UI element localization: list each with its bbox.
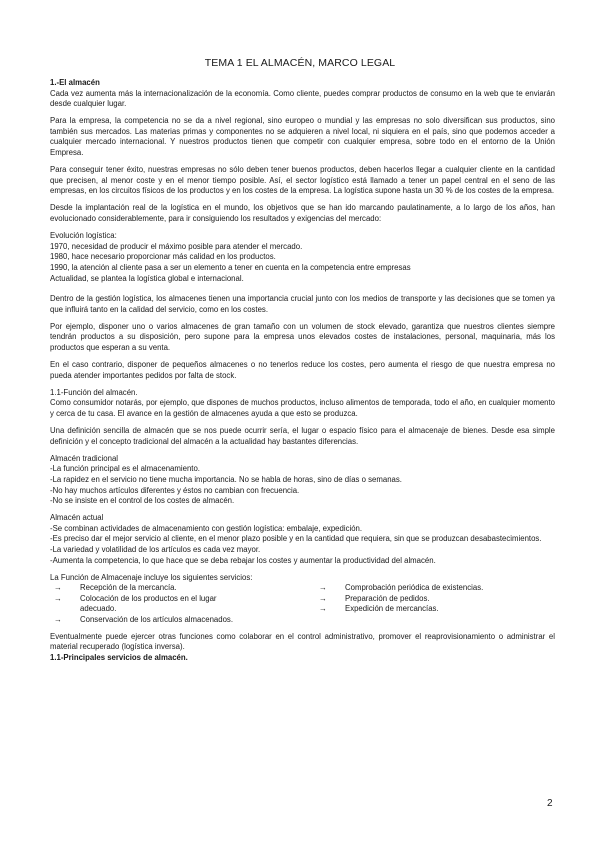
- current-heading: Almacén actual: [50, 513, 104, 523]
- service-label: Comprobación periódica de existencias.: [345, 583, 484, 593]
- service-label: Colocación de los productos en el lugar adecuado.: [80, 593, 217, 614]
- arrow-right-icon: →: [54, 615, 62, 625]
- arrow-right-icon: →: [319, 583, 327, 593]
- list-item: -Es preciso dar el mejor servicio al cliente, en el menor plazo posible y en la cantidad que requiera, sin que se produzcan desabastecimientos.: [50, 534, 542, 544]
- page-number: 2: [547, 798, 553, 809]
- service-item: [50, 583, 315, 594]
- paragraph: Cada vez aumenta más la internacionalización de la economía. Como cliente, puedes comprar productos de consumo en la web que te enviarán desde cualquier lugar.: [50, 88, 555, 109]
- list-item: 1990, la atención al cliente pasa a ser un elemento a tener en cuenta en la competencia entre empresas: [50, 262, 411, 272]
- evolution-heading: Evolución logística:: [50, 231, 117, 241]
- services-intro: La Función de Almacenaje incluye los siguientes servicios:: [50, 572, 253, 582]
- traditional-list: [50, 464, 555, 506]
- list-item: -La variedad y volatilidad de los artículos es cada vez mayor.: [50, 544, 261, 554]
- list-item: Actualidad, se plantea la logística global e internacional.: [50, 273, 244, 283]
- service-label: Conservación de los artículos almacenados.: [80, 615, 233, 625]
- service-item: [50, 615, 315, 626]
- paragraph: En el caso contrario, disponer de pequeños almacenes o no tenerlos reduce los costes, pero aumenta el riesgo de que nuestra empresa no pueda atender importantes pedidos por falta de stock.: [50, 360, 555, 380]
- arrow-right-icon: →: [319, 593, 327, 603]
- services-list: [50, 583, 555, 625]
- arrow-right-icon: →: [54, 593, 62, 603]
- list-item: -Aumenta la competencia, lo que hace que se deba rebajar los costes y aumentar la productividad del almacén.: [50, 555, 436, 565]
- paragraph: Desde la implantación real de la logística en el mundo, los objetivos que se han ido marcando paulatinamente, a lo largo de los años, han evolucionado considerablemente, para ir consiguiendo los resultados y exigencias del mercado:: [50, 203, 555, 224]
- paragraph: Por ejemplo, disponer uno o varios almacenes de gran tamaño con un volumen de stock elevado, garantiza que nuestros clientes siempre tendrán productos a su disposición, pero supone para la empresa unos elevados costes de instalaciones, personal, maquinaria, más los productos que esperan a su venta.: [50, 321, 555, 352]
- service-item: [50, 594, 315, 615]
- document-body: [50, 78, 555, 663]
- list-item: -La rapidez en el servicio no tiene mucha importancia. No se habla de horas, sino de días o semanas.: [50, 474, 402, 484]
- arrow-right-icon: →: [54, 583, 62, 593]
- paragraph: Como consumidor notarás, por ejemplo, que dispones de muchos productos, incluso alimentos de temporada, todo el año, en cualquier momento y cerca de tu casa. El avance en la gestión de almacenes ayuda a que esto se produzca.: [50, 398, 555, 418]
- services-column-left: [50, 583, 315, 625]
- service-item: [315, 583, 535, 594]
- paragraph: Para la empresa, la competencia no se da a nivel regional, sino europeo o mundial y las empresas no solo diversifican sus productos, sino también sus mercados. Las materias primas y componentes no se adquieren a nivel local, ni siquiera en el país, sino que podemos acceder a cualquier mercado internacional. Y nuestros productos tienen que competir con cualquier empresa, sobre todo en el entorno de la Unión Empresa.: [50, 116, 555, 158]
- arrow-right-icon: →: [319, 604, 327, 614]
- paragraph: Para conseguir tener éxito, nuestras empresas no sólo deben tener buenos productos, deben hacerlos llegar a cualquier cliente en la cantidad que precisen, al menor coste y en el menor tiempo posible. Así, el sector logístico está llamado a tener un papel central en el seno de las empresas, en los circuitos físicos de los productos y en los costes de la empresa. La logística supone hasta un 30 % de los costes de la empresa.: [50, 165, 555, 196]
- services-column-right: [315, 583, 535, 625]
- section-heading-almacen: 1.-El almacén: [50, 78, 100, 87]
- list-item: 1970, necesidad de producir el máximo posible para atender el mercado.: [50, 241, 303, 251]
- list-item: -Se combinan actividades de almacenamiento con gestión logística: embalaje, expedición.: [50, 523, 363, 533]
- service-item: [315, 594, 535, 605]
- list-item: -No se insiste en el control de los costes de almacén.: [50, 496, 235, 506]
- list-item: 1980, hace necesario proporcionar más calidad en los productos.: [50, 252, 276, 262]
- paragraph: Una definición sencilla de almacén que se nos puede ocurrir sería, el lugar o espacio físico para el almacenaje de bienes. Desde esa simple definición y el concepto tradicional del almacén a la actualidad hay bastantes diferencias.: [50, 426, 555, 446]
- service-item: [315, 604, 535, 615]
- list-item: -La función principal es el almacenamiento.: [50, 464, 200, 474]
- list-item: -No hay muchos artículos diferentes y éstos no cambian con frecuencia.: [50, 485, 300, 495]
- document-title: TEMA 1 EL ALMACÉN, MARCO LEGAL: [204, 57, 396, 69]
- traditional-heading: Almacén tradicional: [50, 453, 119, 463]
- section-heading-servicios: 1.1-Principales servicios de almacén.: [50, 652, 188, 662]
- paragraph: Eventualmente puede ejercer otras funciones como colaborar en el control administrativo, promover el reaprovisionamiento o administrar el material recuperado (logística inversa).: [50, 631, 555, 652]
- service-label: Expedición de mercancías.: [345, 604, 439, 614]
- evolution-list: [50, 242, 555, 284]
- section-heading-funcion: 1.1-Función del almacén.: [50, 387, 138, 397]
- service-label: Preparación de pedidos.: [345, 593, 430, 603]
- paragraph: Dentro de la gestión logística, los almacenes tienen una importancia crucial junto con los medios de transporte y las decisiones que se tomen ya que influirá tanto en la calidad del servicio, como en los costes.: [50, 294, 555, 314]
- current-list: [50, 524, 555, 566]
- service-label: Recepción de la mercancía.: [80, 583, 177, 593]
